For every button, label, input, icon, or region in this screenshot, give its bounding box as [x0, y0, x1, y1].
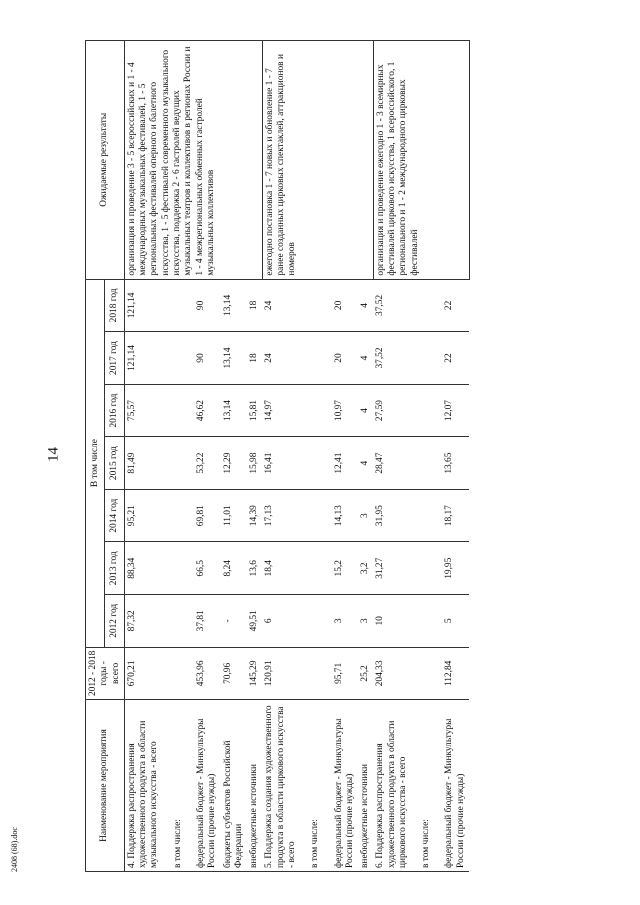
activity-cell: в том числе:: [300, 700, 331, 872]
page-number: 14: [45, 447, 62, 462]
value-cell: 14,97: [262, 384, 300, 437]
value-cell: 49,51: [247, 595, 262, 648]
value-cell: [300, 489, 331, 542]
value-cell: 12,29: [221, 437, 248, 490]
value-cell: 81,49: [124, 437, 162, 490]
value-cell: 88,34: [124, 542, 162, 595]
activity-cell: 6. Поддержка распространения художественного продукта в области циркового искусства - всего: [373, 700, 411, 872]
value-cell: 69,81: [194, 489, 221, 542]
value-cell: 24: [262, 279, 300, 332]
value-cell: 75,57: [124, 384, 162, 437]
total-cell: 670,21: [124, 647, 162, 700]
result-cell: ежегодно постановка 1 - 7 новых и обновление 1 - 7 ранее созданных цирковых спектаклей, аттракционов и номеров: [262, 41, 373, 280]
total-cell: 95,71: [332, 647, 359, 700]
value-cell: [300, 332, 331, 385]
value-cell: [300, 437, 331, 490]
value-cell: 6: [262, 595, 300, 648]
value-cell: 14,13: [332, 489, 359, 542]
value-cell: 37,81: [194, 595, 221, 648]
value-cell: 12,41: [332, 437, 359, 490]
value-cell: 20: [332, 332, 359, 385]
total-cell: 204,33: [373, 647, 411, 700]
value-cell: 31,27: [373, 542, 411, 595]
value-cell: 4: [358, 279, 373, 332]
value-cell: 8,24: [221, 542, 248, 595]
value-cell: 4: [358, 384, 373, 437]
value-cell: 31,95: [373, 489, 411, 542]
header-year: 2017 год: [105, 332, 124, 385]
value-cell: 11,01: [221, 489, 248, 542]
value-cell: 3,2: [358, 542, 373, 595]
value-cell: 13,65: [442, 437, 469, 490]
total-cell: 145,29: [247, 647, 262, 700]
value-cell: 17,13: [262, 489, 300, 542]
value-cell: 121,14: [124, 332, 162, 385]
activity-cell: 4. Поддержка распространения художественного продукта в области музыкального искусства - всего: [124, 700, 162, 872]
activity-cell: в том числе:: [163, 700, 194, 872]
value-cell: 3: [358, 489, 373, 542]
value-cell: 66,5: [194, 542, 221, 595]
total-cell: 453,96: [194, 647, 221, 700]
value-cell: 10: [373, 595, 411, 648]
value-cell: 4: [358, 437, 373, 490]
value-cell: [163, 595, 194, 648]
value-cell: [411, 332, 442, 385]
total-cell: 120,91: [262, 647, 300, 700]
value-cell: 15,98: [247, 437, 262, 490]
value-cell: [163, 542, 194, 595]
value-cell: 13,6: [247, 542, 262, 595]
value-cell: [163, 384, 194, 437]
value-cell: [411, 384, 442, 437]
value-cell: 5: [442, 595, 469, 648]
value-cell: 3: [358, 595, 373, 648]
activity-cell: федеральный бюджет - Минкультуры России (прочие нужды): [194, 700, 221, 872]
value-cell: [411, 542, 442, 595]
value-cell: [411, 595, 442, 648]
total-cell: [411, 647, 442, 700]
value-cell: 53,22: [194, 437, 221, 490]
value-cell: 28,47: [373, 437, 411, 490]
activity-cell: внебюджетные источники: [247, 700, 262, 872]
header-year: 2012 год: [105, 595, 124, 648]
value-cell: 12,07: [442, 384, 469, 437]
value-cell: [411, 437, 442, 490]
table-row: [373, 41, 411, 872]
value-cell: [411, 489, 442, 542]
result-cell: организация и проведение ежегодно 1 - 3 всемирных фестивалей циркового искусства, 1 всероссийского, 1 регионального и 1 - 2 международного цирковых фестивалей: [373, 41, 469, 280]
header-row-1: [86, 41, 105, 872]
value-cell: [300, 384, 331, 437]
total-cell: 112,84: [442, 647, 469, 700]
total-cell: 25,2: [358, 647, 373, 700]
header-year: 2015 год: [105, 437, 124, 490]
value-cell: [300, 279, 331, 332]
value-cell: [300, 595, 331, 648]
value-cell: 16,41: [262, 437, 300, 490]
rotated-page-content: [85, 40, 628, 872]
header-year: 2018 год: [105, 279, 124, 332]
header-year: 2013 год: [105, 542, 124, 595]
value-cell: 4: [358, 332, 373, 385]
program-table: [85, 40, 470, 872]
value-cell: 15,2: [332, 542, 359, 595]
value-cell: 90: [194, 332, 221, 385]
activity-cell: федеральный бюджет - Минкультуры России (прочие нужды): [332, 700, 359, 872]
value-cell: 18,4: [262, 542, 300, 595]
value-cell: 3: [332, 595, 359, 648]
value-cell: [163, 489, 194, 542]
result-cell: организация и проведение 3 - 5 всероссийских и 1 - 4 международных музыкальных фестивалей, 1 - 5 региональных фестивалей оперного и балетного искусства, 1 - 5 фестивалей современного музыкального искусства, поддержка 2 - 6 гастролей ведущих музыкальных театров и коллективов в регионах России и 1 - 4 межрегиональных обменных гастролей музыкальных коллективов: [124, 41, 262, 280]
header-total: 2012 - 2018 годы - всего: [86, 647, 125, 700]
value-cell: 22: [442, 332, 469, 385]
value-cell: 20: [332, 279, 359, 332]
value-cell: 14,39: [247, 489, 262, 542]
value-cell: 18: [247, 279, 262, 332]
value-cell: -: [221, 595, 248, 648]
header-year: 2016 год: [105, 384, 124, 437]
value-cell: [163, 437, 194, 490]
total-cell: 70,96: [221, 647, 248, 700]
header-activity: Наименование мероприятия: [86, 700, 125, 872]
value-cell: 121,14: [124, 279, 162, 332]
value-cell: 27,59: [373, 384, 411, 437]
value-cell: 13,14: [221, 279, 248, 332]
header-results: Ожидаемые результаты: [86, 41, 125, 280]
table-row: [124, 41, 162, 872]
value-cell: 95,21: [124, 489, 162, 542]
value-cell: 37,52: [373, 279, 411, 332]
value-cell: 87,32: [124, 595, 162, 648]
value-cell: [163, 332, 194, 385]
activity-cell: федеральный бюджет - Минкультуры России (прочие нужды): [442, 700, 469, 872]
value-cell: 90: [194, 279, 221, 332]
activity-cell: бюджеты субъектов Российской Федерации: [221, 700, 248, 872]
value-cell: 10,97: [332, 384, 359, 437]
header-including: В том числе: [86, 279, 105, 647]
value-cell: 24: [262, 332, 300, 385]
value-cell: [163, 279, 194, 332]
value-cell: 13,14: [221, 384, 248, 437]
footer-file-name: 2408 (68).doc: [10, 827, 19, 872]
activity-cell: внебюджетные источники: [358, 700, 373, 872]
value-cell: 46,62: [194, 384, 221, 437]
table-row: [262, 41, 300, 872]
value-cell: 37,52: [373, 332, 411, 385]
value-cell: [300, 542, 331, 595]
activity-cell: в том числе:: [411, 700, 442, 872]
activity-cell: 5. Поддержка создания художественного продукта в области циркового искусства - всего: [262, 700, 300, 872]
value-cell: [411, 279, 442, 332]
value-cell: 18: [247, 332, 262, 385]
total-cell: [300, 647, 331, 700]
value-cell: 15,81: [247, 384, 262, 437]
value-cell: 13,14: [221, 332, 248, 385]
total-cell: [163, 647, 194, 700]
value-cell: 18,17: [442, 489, 469, 542]
value-cell: 19,95: [442, 542, 469, 595]
header-year: 2014 год: [105, 489, 124, 542]
value-cell: 22: [442, 279, 469, 332]
